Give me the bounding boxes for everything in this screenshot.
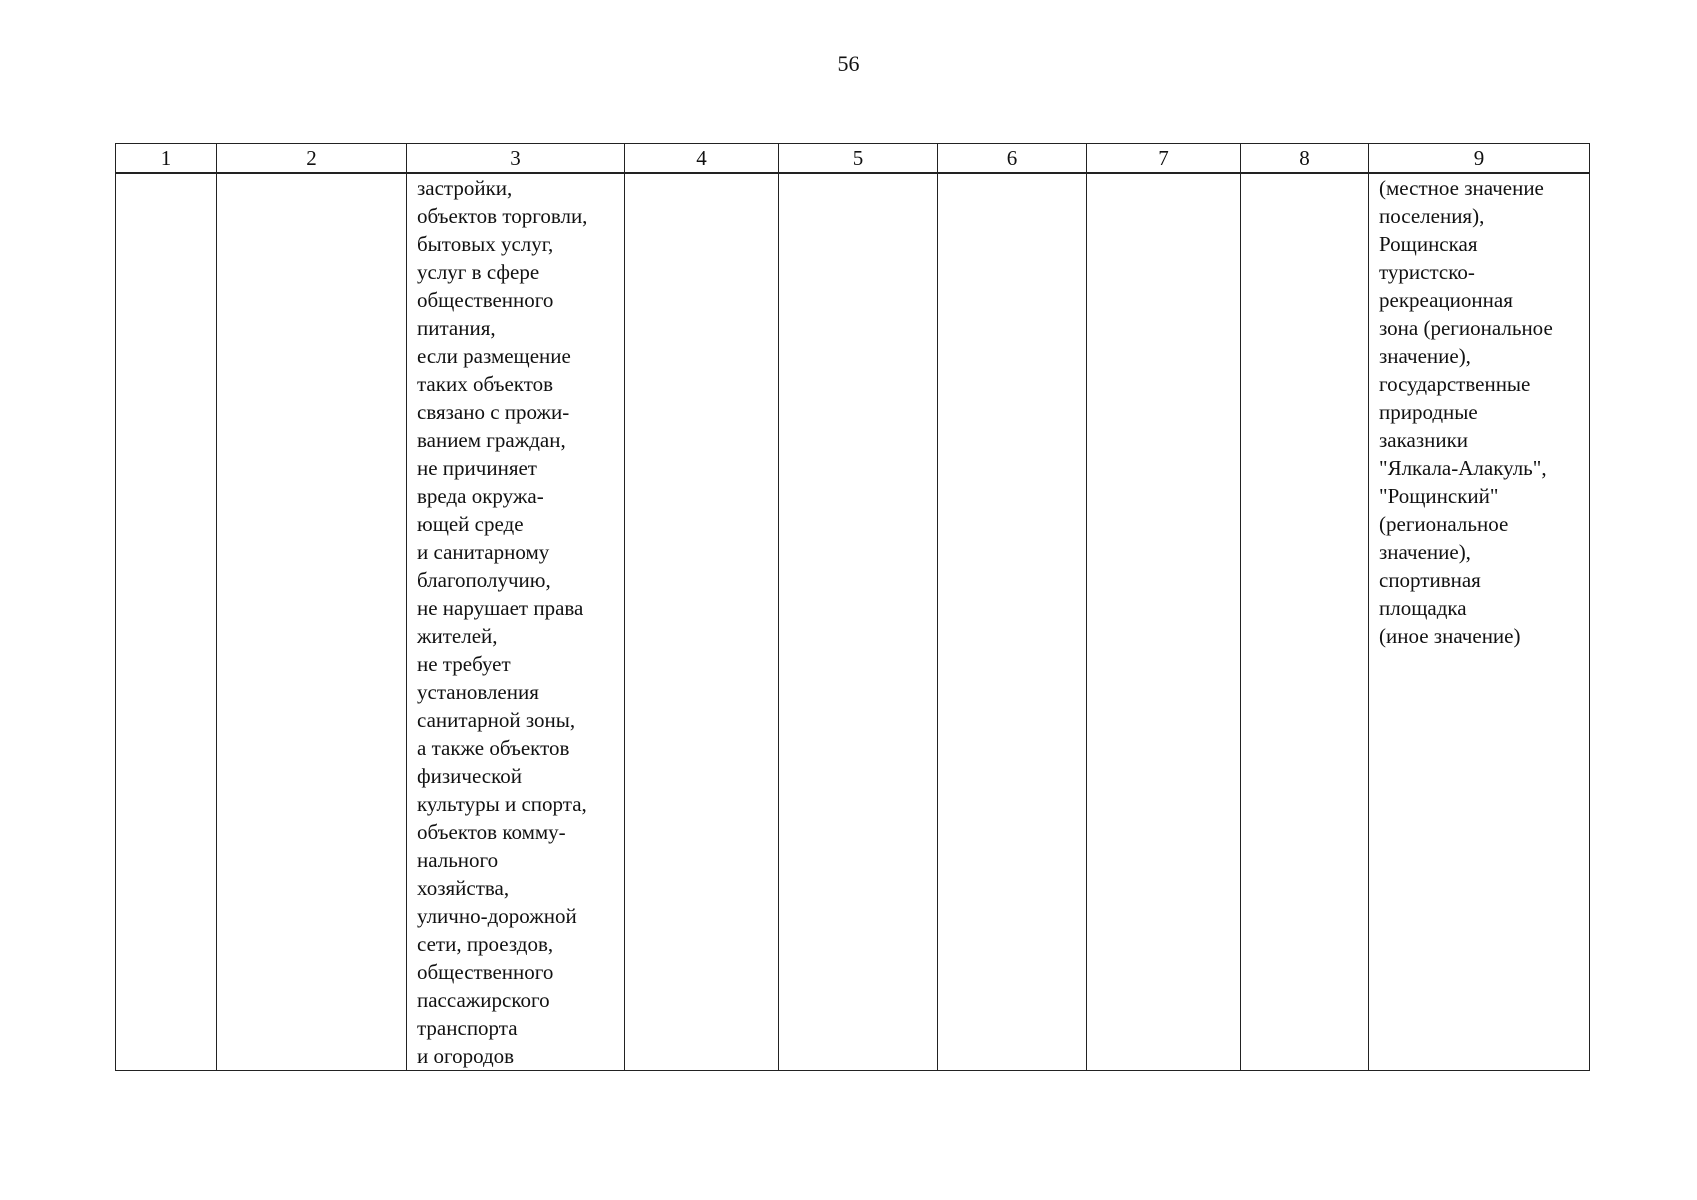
table-header-row [116, 144, 1590, 174]
table-cell-col-6 [938, 173, 1087, 1071]
page-number: 56 [837, 51, 860, 76]
cell-text-col-3: застройки, объектов торговли, бытовых услуг, услуг в сфере общественного питания, если размещение таких объектов связано с прожи- ванием граждан, не причиняет вреда окружа- ющей среде и санитарному благополучию, не нарушает права жителей, не требует установления санитарной зоны, а также объектов физической культуры и спорта, объектов комму- нального хозяйства, улично-дорожной сети, проездов, общественного пассажирского транспорта и огородов [417, 176, 588, 1068]
column-header-5: 5 [779, 144, 938, 174]
column-header-2: 2 [217, 144, 407, 174]
column-header-1: 1 [116, 144, 217, 174]
column-header-7: 7 [1087, 144, 1241, 174]
table-cell-col-3 [407, 173, 625, 1071]
table-row [116, 173, 1590, 1071]
column-header-4: 4 [625, 144, 779, 174]
column-header-6: 6 [938, 144, 1087, 174]
table-cell-col-8 [1241, 173, 1369, 1071]
table-cell-col-9 [1369, 173, 1590, 1071]
column-header-9: 9 [1369, 144, 1590, 174]
document-table [115, 143, 1590, 1071]
table-cell-col-5 [779, 173, 938, 1071]
table-cell-col-2 [217, 173, 407, 1071]
table-cell-col-4 [625, 173, 779, 1071]
column-header-8: 8 [1241, 144, 1369, 174]
table-cell-col-7 [1087, 173, 1241, 1071]
table-cell-col-1 [116, 173, 217, 1071]
cell-text-col-9: (местное значение поселения), Рощинская туристско- рекреационная зона (региональное значение), государственные природные заказники "Ялкала-Алакуль", "Рощинский" (региональное значение), спортивная площадка (иное значение) [1379, 176, 1553, 648]
column-header-3: 3 [407, 144, 625, 174]
